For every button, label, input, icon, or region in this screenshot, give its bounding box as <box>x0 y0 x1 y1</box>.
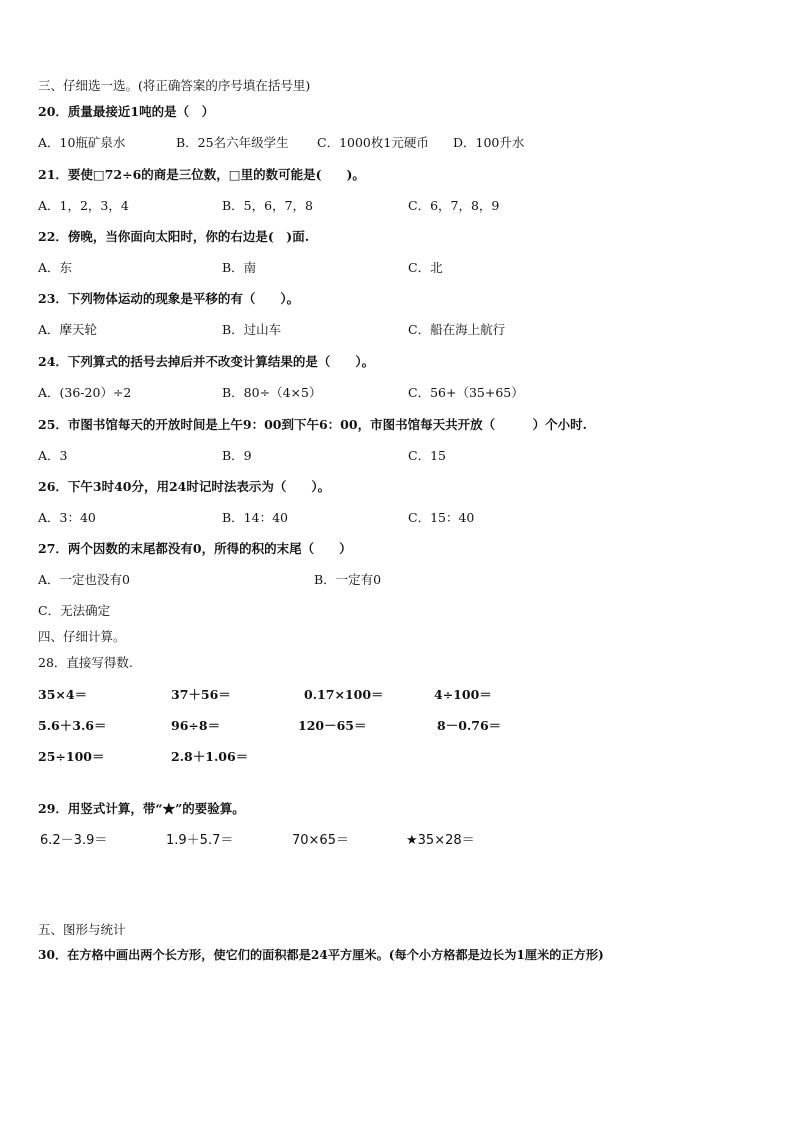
q28-item: 25÷100＝ <box>38 749 105 764</box>
q23-option-b: B．过山车 <box>222 322 282 337</box>
q24-option-b: B．80÷（4×5） <box>222 385 322 400</box>
section-4-title: 四、仔细计算。 <box>38 629 126 644</box>
q28-item: 2.8＋1.06＝ <box>171 749 249 764</box>
q20-option-c: C．1000枚1元硬币 <box>317 135 429 150</box>
q27-option-a: A．一定也没有0 <box>38 572 130 587</box>
q21-option-b: B．5，6，7，8 <box>222 198 313 213</box>
q28-item: 96÷8＝ <box>171 718 221 733</box>
question-25-stem: 25．市图书馆每天的开放时间是上午9：00到下午6：00，市图书馆每天共开放（ ）个小时. <box>38 417 587 432</box>
question-22-stem: 22．傍晚，当你面向太阳时，你的右边是( )面. <box>38 229 310 244</box>
q27-option-b: B．一定有0 <box>314 572 382 587</box>
question-24-stem: 24．下列算式的括号去掉后并不改变计算结果的是（ ）。 <box>38 354 375 369</box>
q23-option-c: C．船在海上航行 <box>408 322 506 337</box>
q26-option-b: B．14：40 <box>222 510 288 525</box>
q22-option-c: C．北 <box>408 260 443 275</box>
q20-option-b: B．25名六年级学生 <box>176 135 289 150</box>
q26-option-c: C．15：40 <box>408 510 475 525</box>
q25-option-c: C．15 <box>408 448 446 463</box>
q28-item: 4÷100＝ <box>434 687 492 702</box>
q28-item: 35×4＝ <box>38 687 88 702</box>
question-29-stem: 29．用竖式计算，带“★”的要验算。 <box>38 801 245 816</box>
q28-item: 37＋56＝ <box>171 687 231 702</box>
question-27-stem: 27．两个因数的末尾都没有0，所得的积的末尾（ ） <box>38 541 352 556</box>
q23-option-a: A．摩天轮 <box>38 322 98 337</box>
q24-option-a: A．(36-20）÷2 <box>38 385 132 400</box>
q29-item: 70×65＝ <box>292 833 349 848</box>
question-23-stem: 23．下列物体运动的现象是平移的有（ ）。 <box>38 291 300 306</box>
q21-option-a: A．1，2，3，4 <box>38 198 129 213</box>
q24-option-c: C．56+（35+65） <box>408 385 524 400</box>
question-28-stem: 28．直接写得数. <box>38 655 133 670</box>
q29-item: 6.2－3.9＝ <box>40 833 108 848</box>
question-21-stem: 21．要使□72÷6的商是三位数，□里的数可能是( )。 <box>38 167 365 182</box>
q28-item: 0.17×100＝ <box>304 687 384 702</box>
question-20-stem: 20．质量最接近1吨的是（ ） <box>38 104 215 119</box>
q29-item: 1.9＋5.7＝ <box>166 833 234 848</box>
q20-option-a: A．10瓶矿泉水 <box>38 135 126 150</box>
q26-option-a: A．3：40 <box>38 510 96 525</box>
q22-option-a: A．东 <box>38 260 73 275</box>
q25-option-a: A．3 <box>38 448 68 463</box>
q22-option-b: B．南 <box>222 260 257 275</box>
q28-item: 5.6＋3.6＝ <box>38 718 107 733</box>
q27-option-c: C．无法确定 <box>38 603 111 618</box>
q25-option-b: B．9 <box>222 448 252 463</box>
question-30-stem: 30．在方格中画出两个长方形，使它们的面积都是24平方厘米。(每个小方格都是边长为1厘米的正方形) <box>38 948 604 962</box>
q20-option-d: D．100升水 <box>453 135 525 150</box>
section-5-title: 五、图形与统计 <box>38 922 126 937</box>
q28-item: 8－0.76＝ <box>437 718 502 733</box>
q21-option-c: C．6，7，8，9 <box>408 198 500 213</box>
section-3-title: 三、仔细选一选。(将正确答案的序号填在括号里) <box>38 78 311 93</box>
q28-item: 120－65＝ <box>298 718 367 733</box>
q29-item: ★35×28＝ <box>406 833 475 848</box>
question-26-stem: 26．下午3时40分，用24时记时法表示为（ ）。 <box>38 479 331 494</box>
